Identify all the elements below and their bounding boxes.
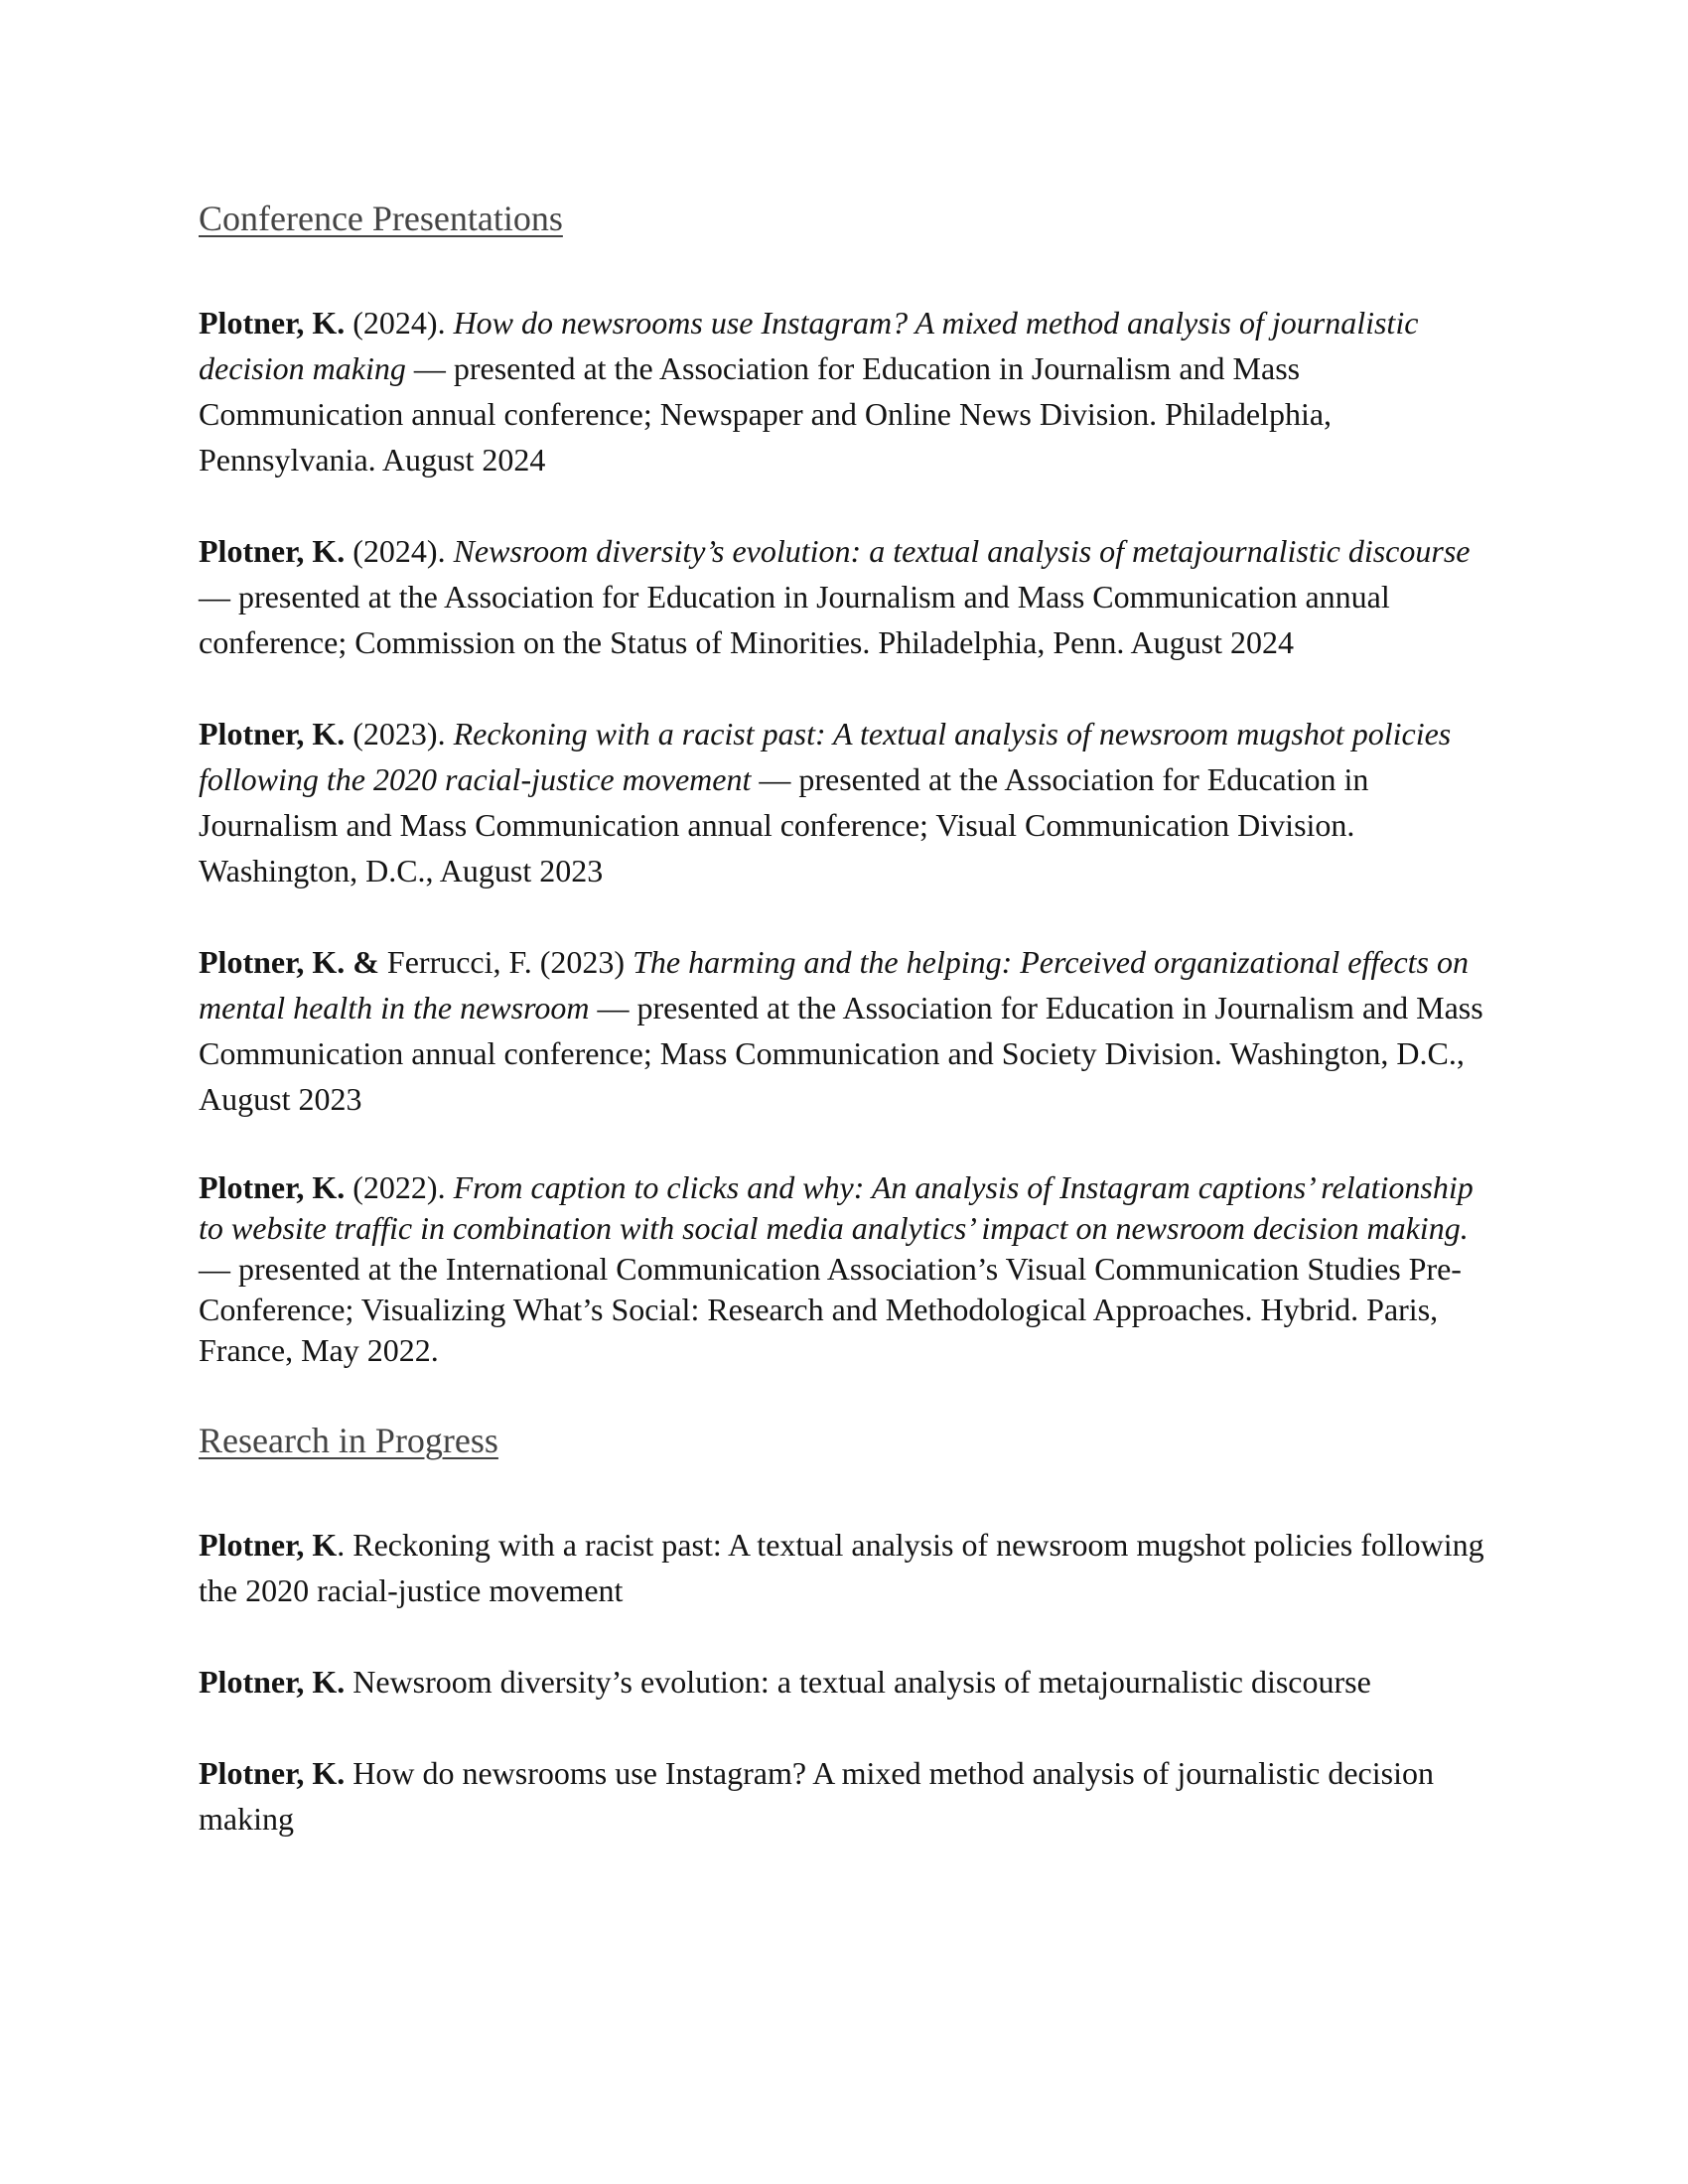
entry-author: Plotner, K. [199, 533, 346, 569]
entry-year: (2024). [345, 533, 454, 569]
conference-entry [199, 711, 1489, 893]
entry-details: — presented at the Association for Education in Journalism and Mass Communication annual conference; Visual Communication Division. Washington, D.C., August 2023 [199, 761, 1369, 888]
entry-details: — presented at the Association for Education in Journalism and Mass Communication annual conference; Mass Communication and Society Division. Washington, D.C., August 2023 [199, 990, 1483, 1117]
research-entry [199, 1750, 1489, 1842]
entry-author: Plotner, K. [199, 305, 346, 341]
entry-author: Plotner, K. [199, 1664, 346, 1700]
entry-text: . Reckoning with a racist past: A textual analysis of newsroom mugshot policies following the 2020 racial-justice movement [199, 1527, 1484, 1608]
entry-author: Plotner, K. & [199, 944, 379, 980]
entry-details: — presented at the Association for Education in Journalism and Mass Communication annual conference; Newspaper and Online News Division. Philadelphia, Pennsylvania. August 2024 [199, 350, 1333, 478]
entry-details: — presented at the International Communication Association’s Visual Communication Studies Pre-Conference; Visualizing What’s Social: Research and Methodological Approaches. Hybrid. Paris, France, May 2022. [199, 1251, 1462, 1368]
conference-entry [199, 939, 1489, 1122]
entry-details: — presented at the Association for Education in Journalism and Mass Communication annual conference; Commission on the Status of Minorities. Philadelphia, Penn. August 2024 [199, 579, 1390, 660]
entry-year: (2023). [345, 716, 454, 751]
entry-text: Newsroom diversity’s evolution: a textual analysis of metajournalistic discourse [345, 1664, 1371, 1700]
conference-entry [199, 1167, 1489, 1371]
entry-author: Plotner, K. [199, 1169, 346, 1205]
research-in-progress-heading: Research in Progress [199, 1421, 498, 1460]
entry-author: Plotner, K [199, 1527, 338, 1563]
entry-author: Plotner, K. [199, 1755, 346, 1791]
entry-title: The harming and the helping: Perceived organizational effects on mental health in the newsroom [199, 944, 1469, 1025]
entry-title: Newsroom diversity’s evolution: a textual analysis of metajournalistic discourse [453, 533, 1471, 569]
document-page [199, 195, 1489, 1887]
entry-text: How do newsrooms use Instagram? A mixed method analysis of journalistic decision making [199, 1755, 1434, 1837]
entry-author: Plotner, K. [199, 716, 346, 751]
entry-coauthor: Ferrucci, F. (2023) [378, 944, 633, 980]
entry-year: (2022). [345, 1169, 454, 1205]
conference-entry [199, 528, 1489, 665]
conference-presentations-heading: Conference Presentations [199, 199, 563, 238]
conference-entry [199, 300, 1489, 482]
entry-title: How do newsrooms use Instagram? A mixed method analysis of journalistic decision making [199, 305, 1419, 386]
entry-year: (2024). [345, 305, 454, 341]
entry-title: From caption to clicks and why: An analysis of Instagram captions’ relationship to website traffic in combination with social media analytics’ impact on newsroom decision making. [199, 1169, 1474, 1246]
research-entry [199, 1659, 1489, 1705]
research-entry [199, 1522, 1489, 1613]
entry-title: Reckoning with a racist past: A textual analysis of newsroom mugshot policies following the 2020 racial-justice movement [199, 716, 1452, 797]
